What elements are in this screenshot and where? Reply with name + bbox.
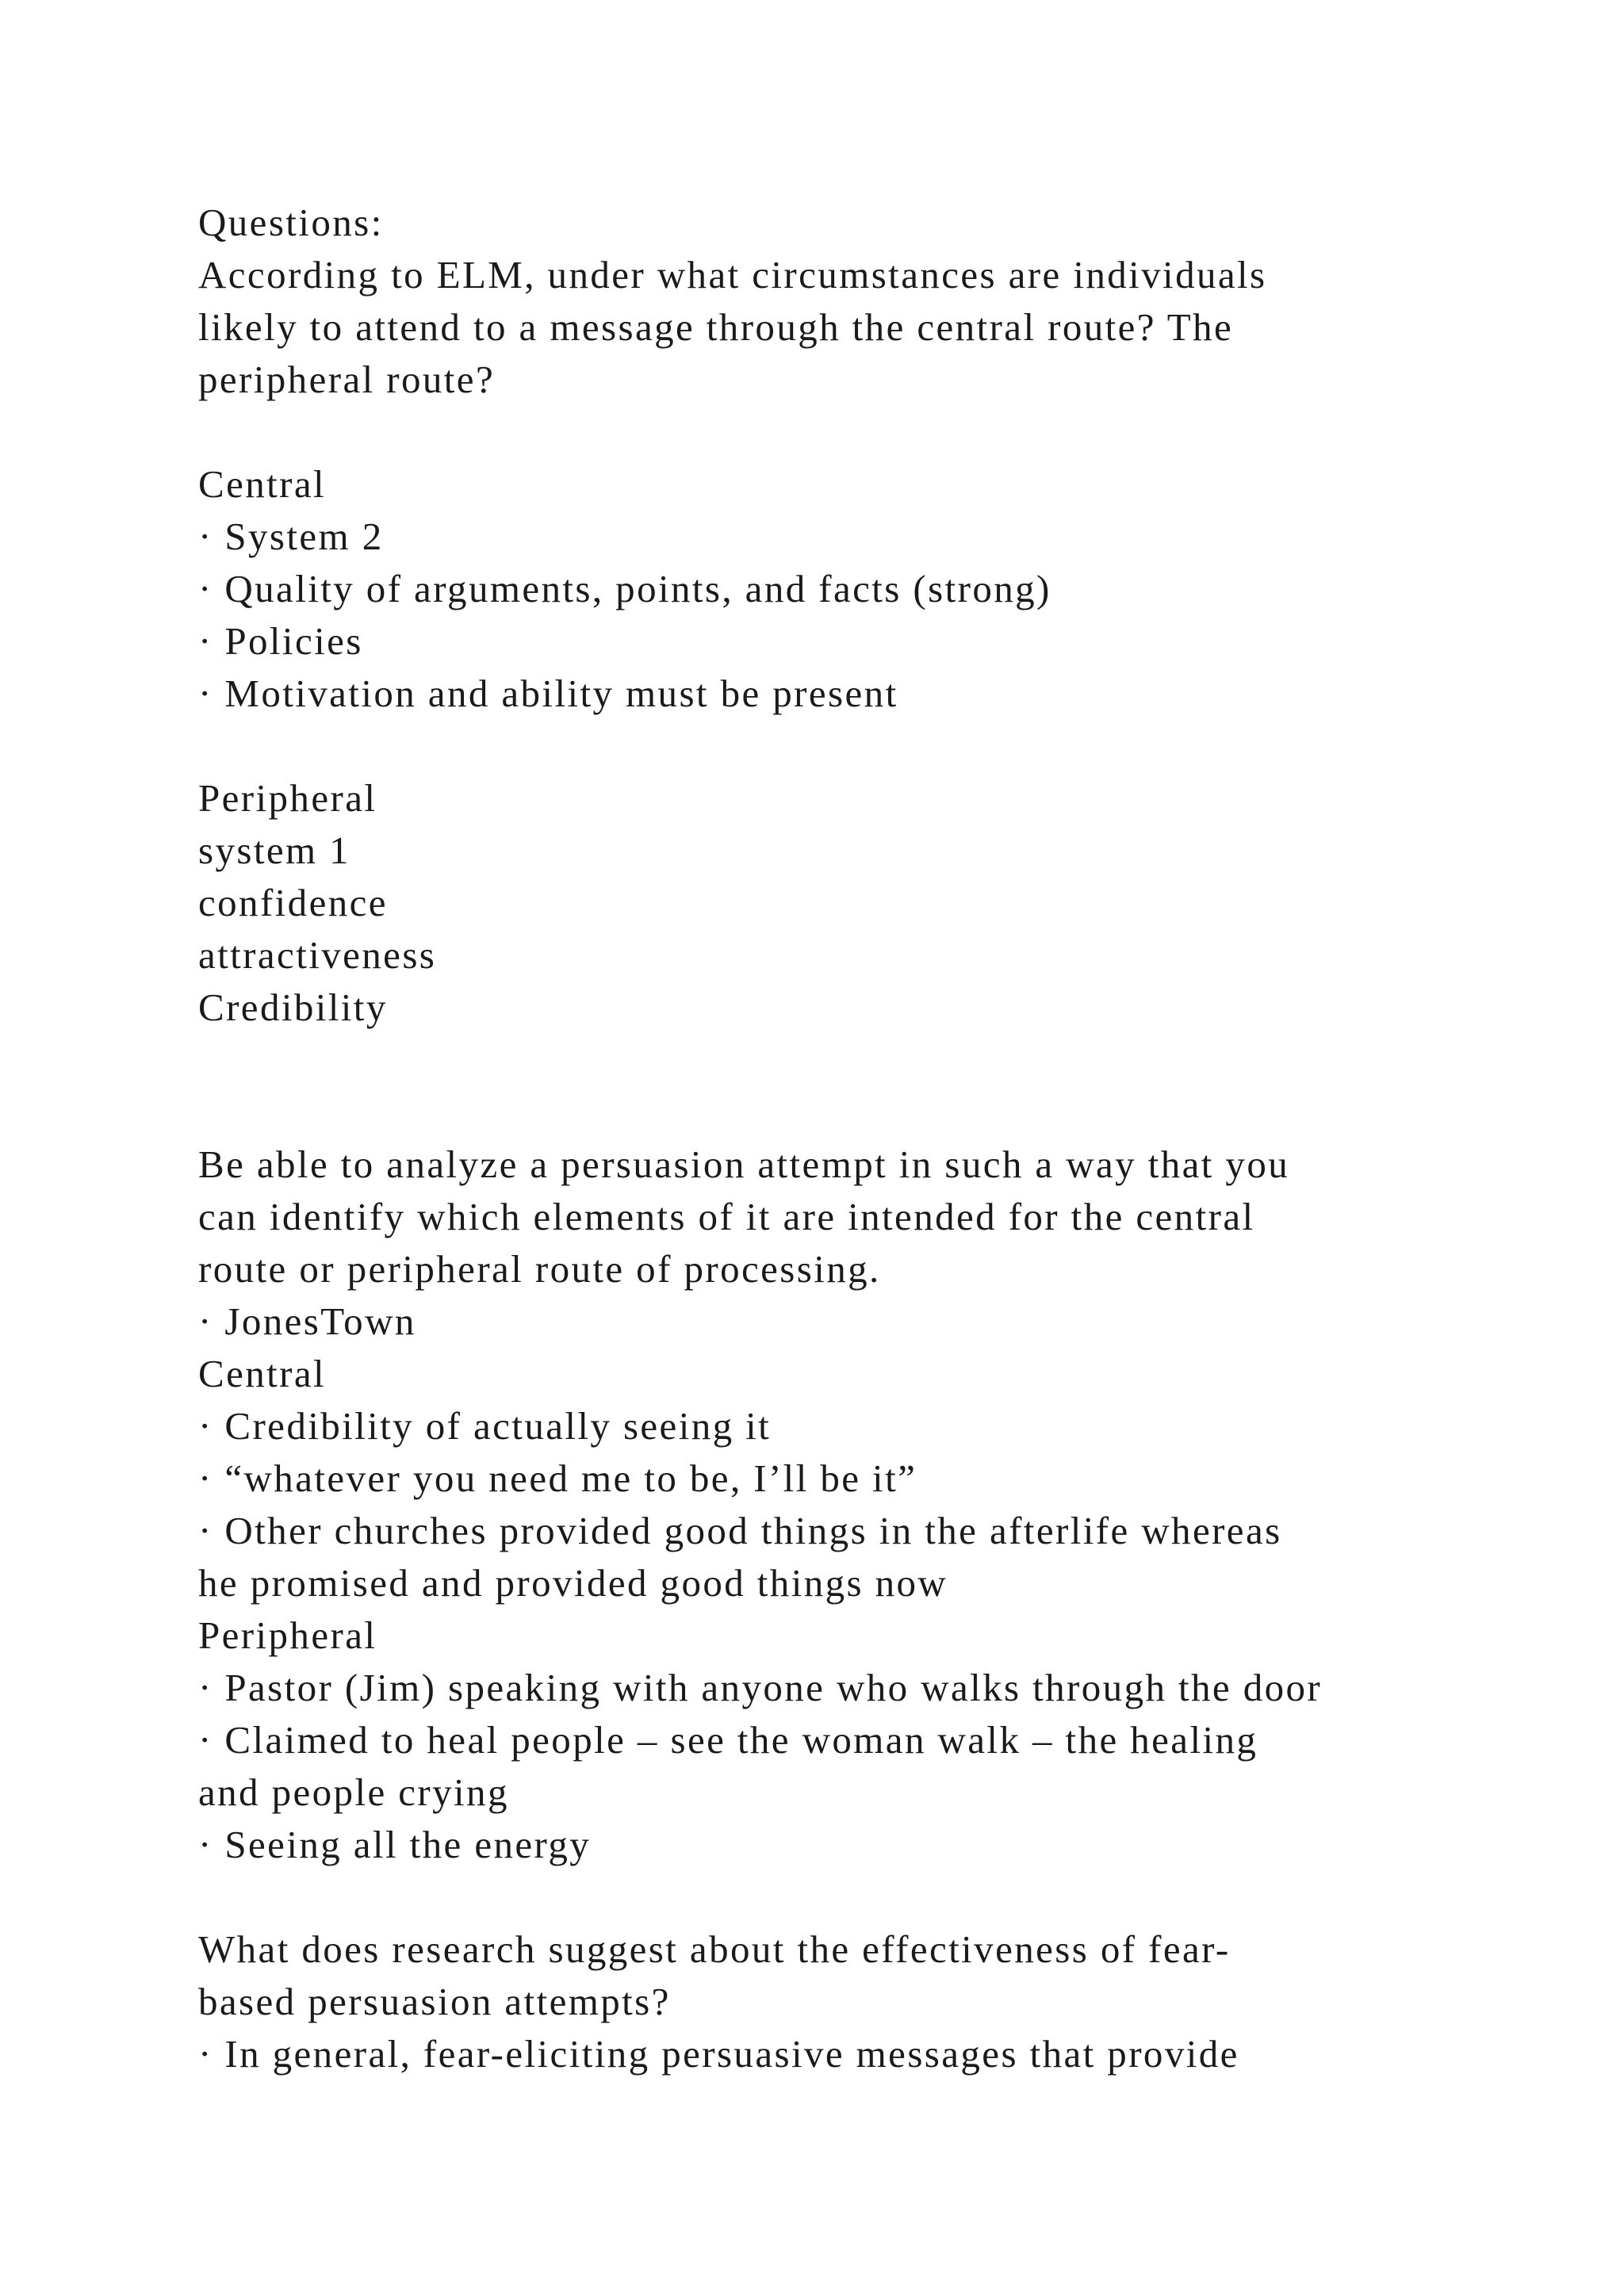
peripheral-item-credibility: Credibility (198, 985, 388, 1029)
jonestown-peripheral-heading: Peripheral (198, 1613, 377, 1657)
central-heading: Central (198, 462, 327, 506)
central-bullet-policies: · Policies (198, 619, 363, 663)
jonestown-peripheral-bullet-2-line-2: and people crying (198, 1770, 509, 1814)
blank-line (198, 720, 1467, 772)
blank-line (198, 406, 1467, 458)
blank-line (198, 1086, 1467, 1138)
jonestown-peripheral-bullet-1: · Pastor (Jim) speaking with anyone who walks through the door (198, 1666, 1323, 1709)
fear-bullet-line-1: · In general, fear-eliciting persuasive messages that provide (198, 2032, 1239, 2076)
jonestown-bullet: · JonesTown (198, 1299, 416, 1343)
peripheral-item-attractiveness: attractiveness (198, 933, 437, 977)
question-1-line-3: peripheral route? (198, 358, 496, 401)
jonestown-central-heading: Central (198, 1352, 327, 1395)
question-1-line-2: likely to attend to a message through the central route? The (198, 305, 1234, 349)
document-page (198, 197, 1467, 2080)
peripheral-heading: Peripheral (198, 776, 377, 820)
jonestown-central-bullet-3-line-2: he promised and provided good things now (198, 1561, 948, 1605)
question-2-line-2: can identify which elements of it are intended for the central (198, 1195, 1255, 1238)
jonestown-peripheral-bullet-3: · Seeing all the energy (198, 1823, 592, 1866)
blank-line (198, 1871, 1467, 1923)
jonestown-central-bullet-3-line-1: · Other churches provided good things in the afterlife whereas (198, 1509, 1282, 1552)
heading-questions: Questions: (198, 201, 384, 244)
central-bullet-quality: · Quality of arguments, points, and facts (strong) (198, 567, 1051, 610)
question-1-line-1: According to ELM, under what circumstances are individuals (198, 253, 1267, 297)
question-2-line-1: Be able to analyze a persuasion attempt in such a way that you (198, 1142, 1290, 1186)
central-bullet-system-2: · System 2 (198, 515, 384, 558)
central-bullet-motivation: · Motivation and ability must be present (198, 672, 898, 715)
blank-line (198, 1034, 1467, 1086)
question-2-line-3: route or peripheral route of processing. (198, 1247, 881, 1291)
peripheral-item-confidence: confidence (198, 881, 388, 924)
jonestown-central-bullet-1: · Credibility of actually seeing it (198, 1404, 772, 1448)
peripheral-item-system-1: system 1 (198, 828, 351, 872)
question-3-line-2: based persuasion attempts? (198, 1980, 671, 2023)
question-3-line-1: What does research suggest about the effectiveness of fear- (198, 1927, 1231, 1971)
jonestown-peripheral-bullet-2-line-1: · Claimed to heal people – see the woman walk – the healing (198, 1718, 1258, 1762)
jonestown-central-bullet-2: · “whatever you need me to be, I’ll be it” (198, 1456, 917, 1500)
